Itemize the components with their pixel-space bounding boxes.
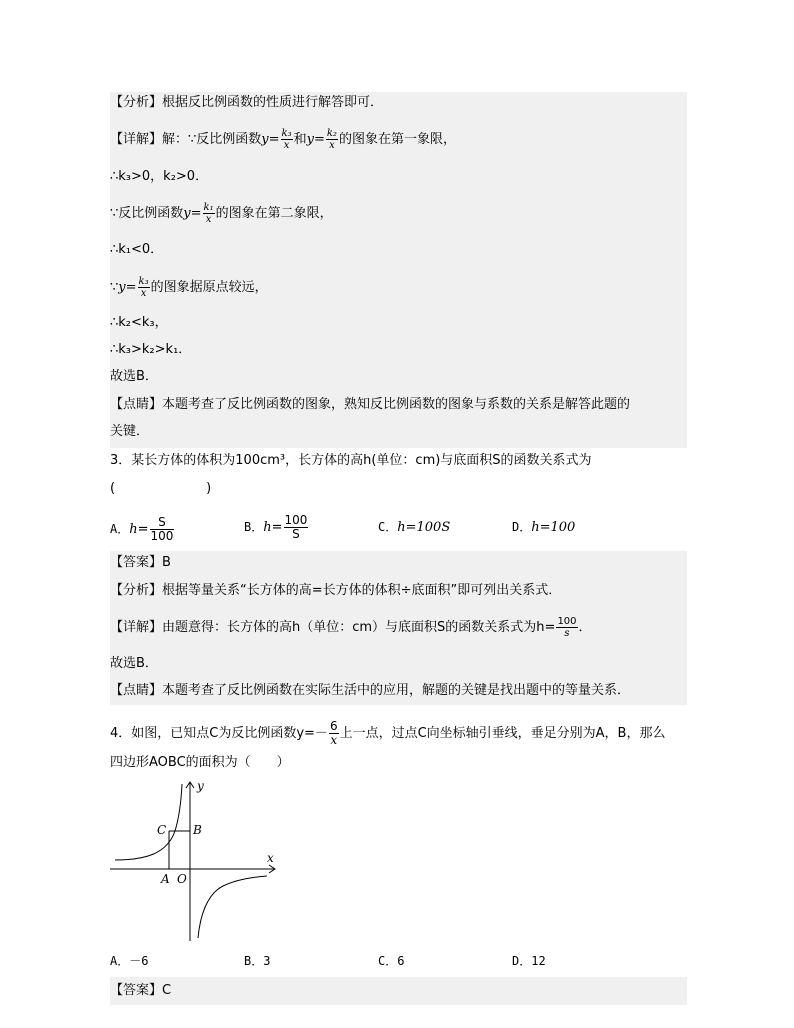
q3-analysis: 【分析】根据等量关系“长方体的高=长方体的体积÷底面积”即可列出关系式．	[110, 583, 562, 598]
fraction-k3-over-x: $\frac{\text{k₃}}{x}$	[281, 128, 292, 151]
inference-line-6: ∴k₃>k₂>k₁．	[110, 342, 192, 357]
label-y: y	[197, 779, 204, 793]
hyperbola-branch-right	[198, 876, 267, 938]
q4-stem: 4．如图，已知点C为反比例函数y=－ $\frac{6}{x}$ 上一点，过点C向坐标轴引垂线，垂足分别为A，B，那么	[110, 719, 666, 747]
label-c: C	[157, 823, 167, 837]
q3-stem: 3．某长方体的体积为100cm³，长方体的高h(单位：cm)与底面积S的函数关系式为	[110, 453, 592, 468]
q3-answer: 【答案】B	[110, 555, 171, 570]
q4-option-c: C．6	[378, 954, 405, 968]
comment-line-2: 关键．	[110, 424, 150, 439]
fraction-k3-over-x-2: $\frac{\text{k₃}}{x}$	[138, 276, 149, 299]
label-x: x	[267, 851, 274, 865]
q3-option-d: D．h=100	[512, 520, 576, 535]
hyperbola-branch-left	[115, 784, 182, 860]
q3-option-b: B．h= $\frac{100}{S}$	[244, 513, 308, 541]
q3-option-a: A．h= $\frac{S}{100}$	[110, 515, 174, 543]
fraction-k2-over-x: $\frac{\text{k₂}}{x}$	[326, 128, 337, 151]
solution-block-3	[110, 977, 687, 1005]
q4-option-a: A．－6	[110, 954, 149, 968]
label-a: A	[161, 872, 170, 886]
q3-comment: 【点睛】本题考查了反比例函数在实际生活中的应用，解题的关键是找出题中的等量关系．	[110, 683, 631, 698]
inference-line-2: ∵反比例函数y= $\frac{\text{k₁}}{x}$ 的图象在第二象限，	[110, 202, 333, 225]
q3-choose: 故选B．	[110, 656, 158, 671]
fraction-k1-over-x: $\frac{\text{k₁}}{x}$	[203, 202, 214, 225]
q3-detail: 【详解】由题意得：长方体的高h（单位：cm）与底面积S的函数关系式为h= $\frac{100}{s}$ ．	[110, 616, 592, 639]
q4-option-d: D．12	[512, 954, 546, 968]
inference-line-4: ∵y= $\frac{\text{k₃}}{x}$ 的图象据原点较远，	[110, 276, 268, 299]
inference-line-3: ∴k₁<0．	[110, 242, 164, 257]
q4-option-b: B．3	[244, 954, 271, 968]
label-o: O	[177, 872, 187, 886]
label-b: B	[193, 823, 202, 837]
analysis-text: 【分析】根据反比例函数的性质进行解答即可．	[110, 95, 384, 110]
inference-line-1: ∴k₃>0，k₂>0．	[110, 169, 209, 184]
comment-line-1: 【点睛】本题考查了反比例函数的图象，熟知反比例函数的图象与系数的关系是解答此题的	[110, 397, 631, 412]
q4-answer: 【答案】C	[110, 983, 172, 998]
hyperbola-graph	[105, 776, 285, 946]
q4-stem-2: 四边形AOBC的面积为（ ）	[110, 755, 290, 770]
choose-line: 故选B．	[110, 369, 158, 384]
q3-stem-paren: ( )	[110, 481, 212, 496]
detail-line: 【详解】解：∵反比例函数y= $\frac{\text{k₃}}{x}$ 和y= $\frac{\text{k₂}}{x}$ 的图象在第一象限，	[110, 128, 456, 151]
inference-line-5: ∴k₂<k₃，	[110, 315, 168, 330]
q3-option-c: C．h=100S	[378, 520, 451, 535]
